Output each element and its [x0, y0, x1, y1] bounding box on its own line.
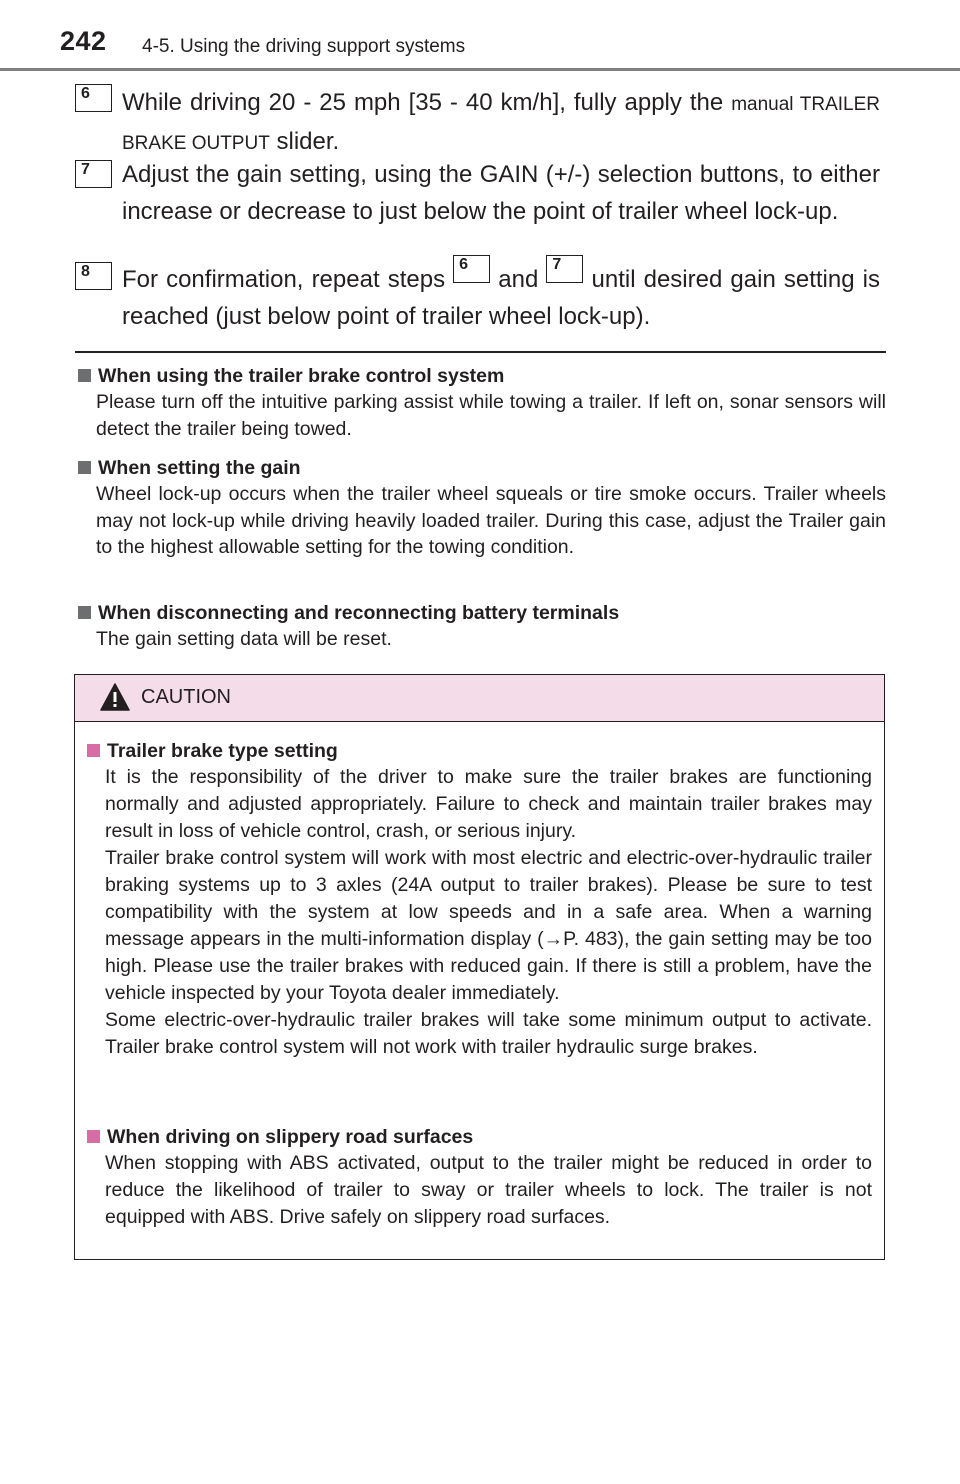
step-7-text: Adjust the gain setting, using the GAIN (+/-) selection buttons, to either increase or decrease to just below the point of trailer wheel lock-up.: [122, 161, 880, 225]
page-header: [0, 0, 960, 72]
step-8-text-a: For confirmation, repeat steps: [122, 266, 454, 293]
step-7-badge: 7: [75, 160, 112, 188]
caution-item-title: When driving on slippery road surfaces: [107, 1126, 474, 1148]
step-8-text: [122, 256, 881, 335]
square-bullet-icon: [87, 744, 100, 757]
note-body: The gain setting data will be reset.: [96, 628, 392, 650]
step-8-badge: 8: [75, 262, 112, 290]
step-6-text-b: slider.: [269, 128, 340, 155]
section-divider: [75, 351, 886, 353]
note-body: Please turn off the intuitive parking assist while towing a trailer. If left on, sonar sensors will detect the trailer being towed.: [96, 391, 886, 440]
step-8-text-mid: and: [490, 266, 547, 293]
step-6-text-a: While driving 20 - 25 mph [35 - 40 km/h], fully apply the: [122, 89, 732, 116]
note-trailer-brake: [75, 363, 886, 442]
note-body: Wheel lock-up occurs when the trailer wheel squeals or tire smoke occurs. Trailer wheels may not lock-up while driving heavily loaded trailer. During this case, adjust the Trailer gain to the highest allowable setting for the towing condition.: [96, 483, 886, 558]
caution-item-paragraph: When stopping with ABS activated, output to the trailer might be reduced in order to reduce the likelihood of trailer to sway or trailer wheels to lock. The trailer is not equipped with ABS. Drive safely on slippery road surfaces.: [105, 1152, 872, 1228]
caution-item-trailer-brake-type: [84, 738, 872, 1061]
note-title: When using the trailer brake control system: [98, 365, 505, 387]
step-6-slider-name: manual TRAILER BRAKE OUTPUT: [122, 94, 880, 154]
note-title: When setting the gain: [98, 457, 301, 479]
header-rule: [0, 68, 960, 71]
note-title: When disconnecting and reconnecting battery terminals: [98, 602, 620, 624]
caution-item-title: Trailer brake type setting: [107, 740, 338, 762]
square-bullet-icon: [78, 461, 91, 474]
caution-box: [74, 674, 885, 1260]
caution-title: CAUTION: [141, 686, 231, 708]
caution-item-paragraph: Some electric-over-hydraulic trailer brakes will take some minimum output to activate. Trailer brake control system will not work with trailer hydraulic surge brakes.: [105, 1009, 872, 1058]
caution-item-slippery-road: [84, 1124, 872, 1231]
step-8-text-b: until desired gain setting is reached (just below point of trailer wheel lock-up).: [122, 266, 881, 330]
note-battery: [75, 600, 886, 653]
step-6-badge: 6: [75, 84, 112, 112]
note-setting-gain: [75, 455, 886, 561]
square-bullet-icon: [78, 369, 91, 382]
warning-triangle-icon: [100, 683, 130, 711]
caution-item-paragraph: Trailer brake control system will work with most electric and electric-over-hydraulic trailer braking systems up to 3 axles (24A output to trailer brakes). Please be sure to test compatibility with the system at low speeds and in a safe area. When a warning message appears in the multi-information display (→P. 483), the gain setting may be too high. Please use the trailer brakes with reduced gain. If there is still a problem, have the vehicle inspected by your Toyota dealer immediately.: [105, 847, 872, 1004]
section-title: 4-5. Using the driving support systems: [142, 36, 466, 57]
step-ref-6: 6: [453, 255, 490, 283]
step-ref-7: 7: [546, 255, 583, 283]
caution-item-paragraph: It is the responsibility of the driver to make sure the trailer brakes are functioning normally and adjusted appropriately. Failure to check and maintain trailer brakes may result in loss of vehicle control, crash, or serious injury.: [105, 766, 872, 842]
caution-header: [75, 675, 884, 722]
square-bullet-icon: [87, 1130, 100, 1143]
step-6-text: [122, 84, 880, 162]
page-number: 242: [60, 26, 107, 56]
square-bullet-icon: [78, 606, 91, 619]
